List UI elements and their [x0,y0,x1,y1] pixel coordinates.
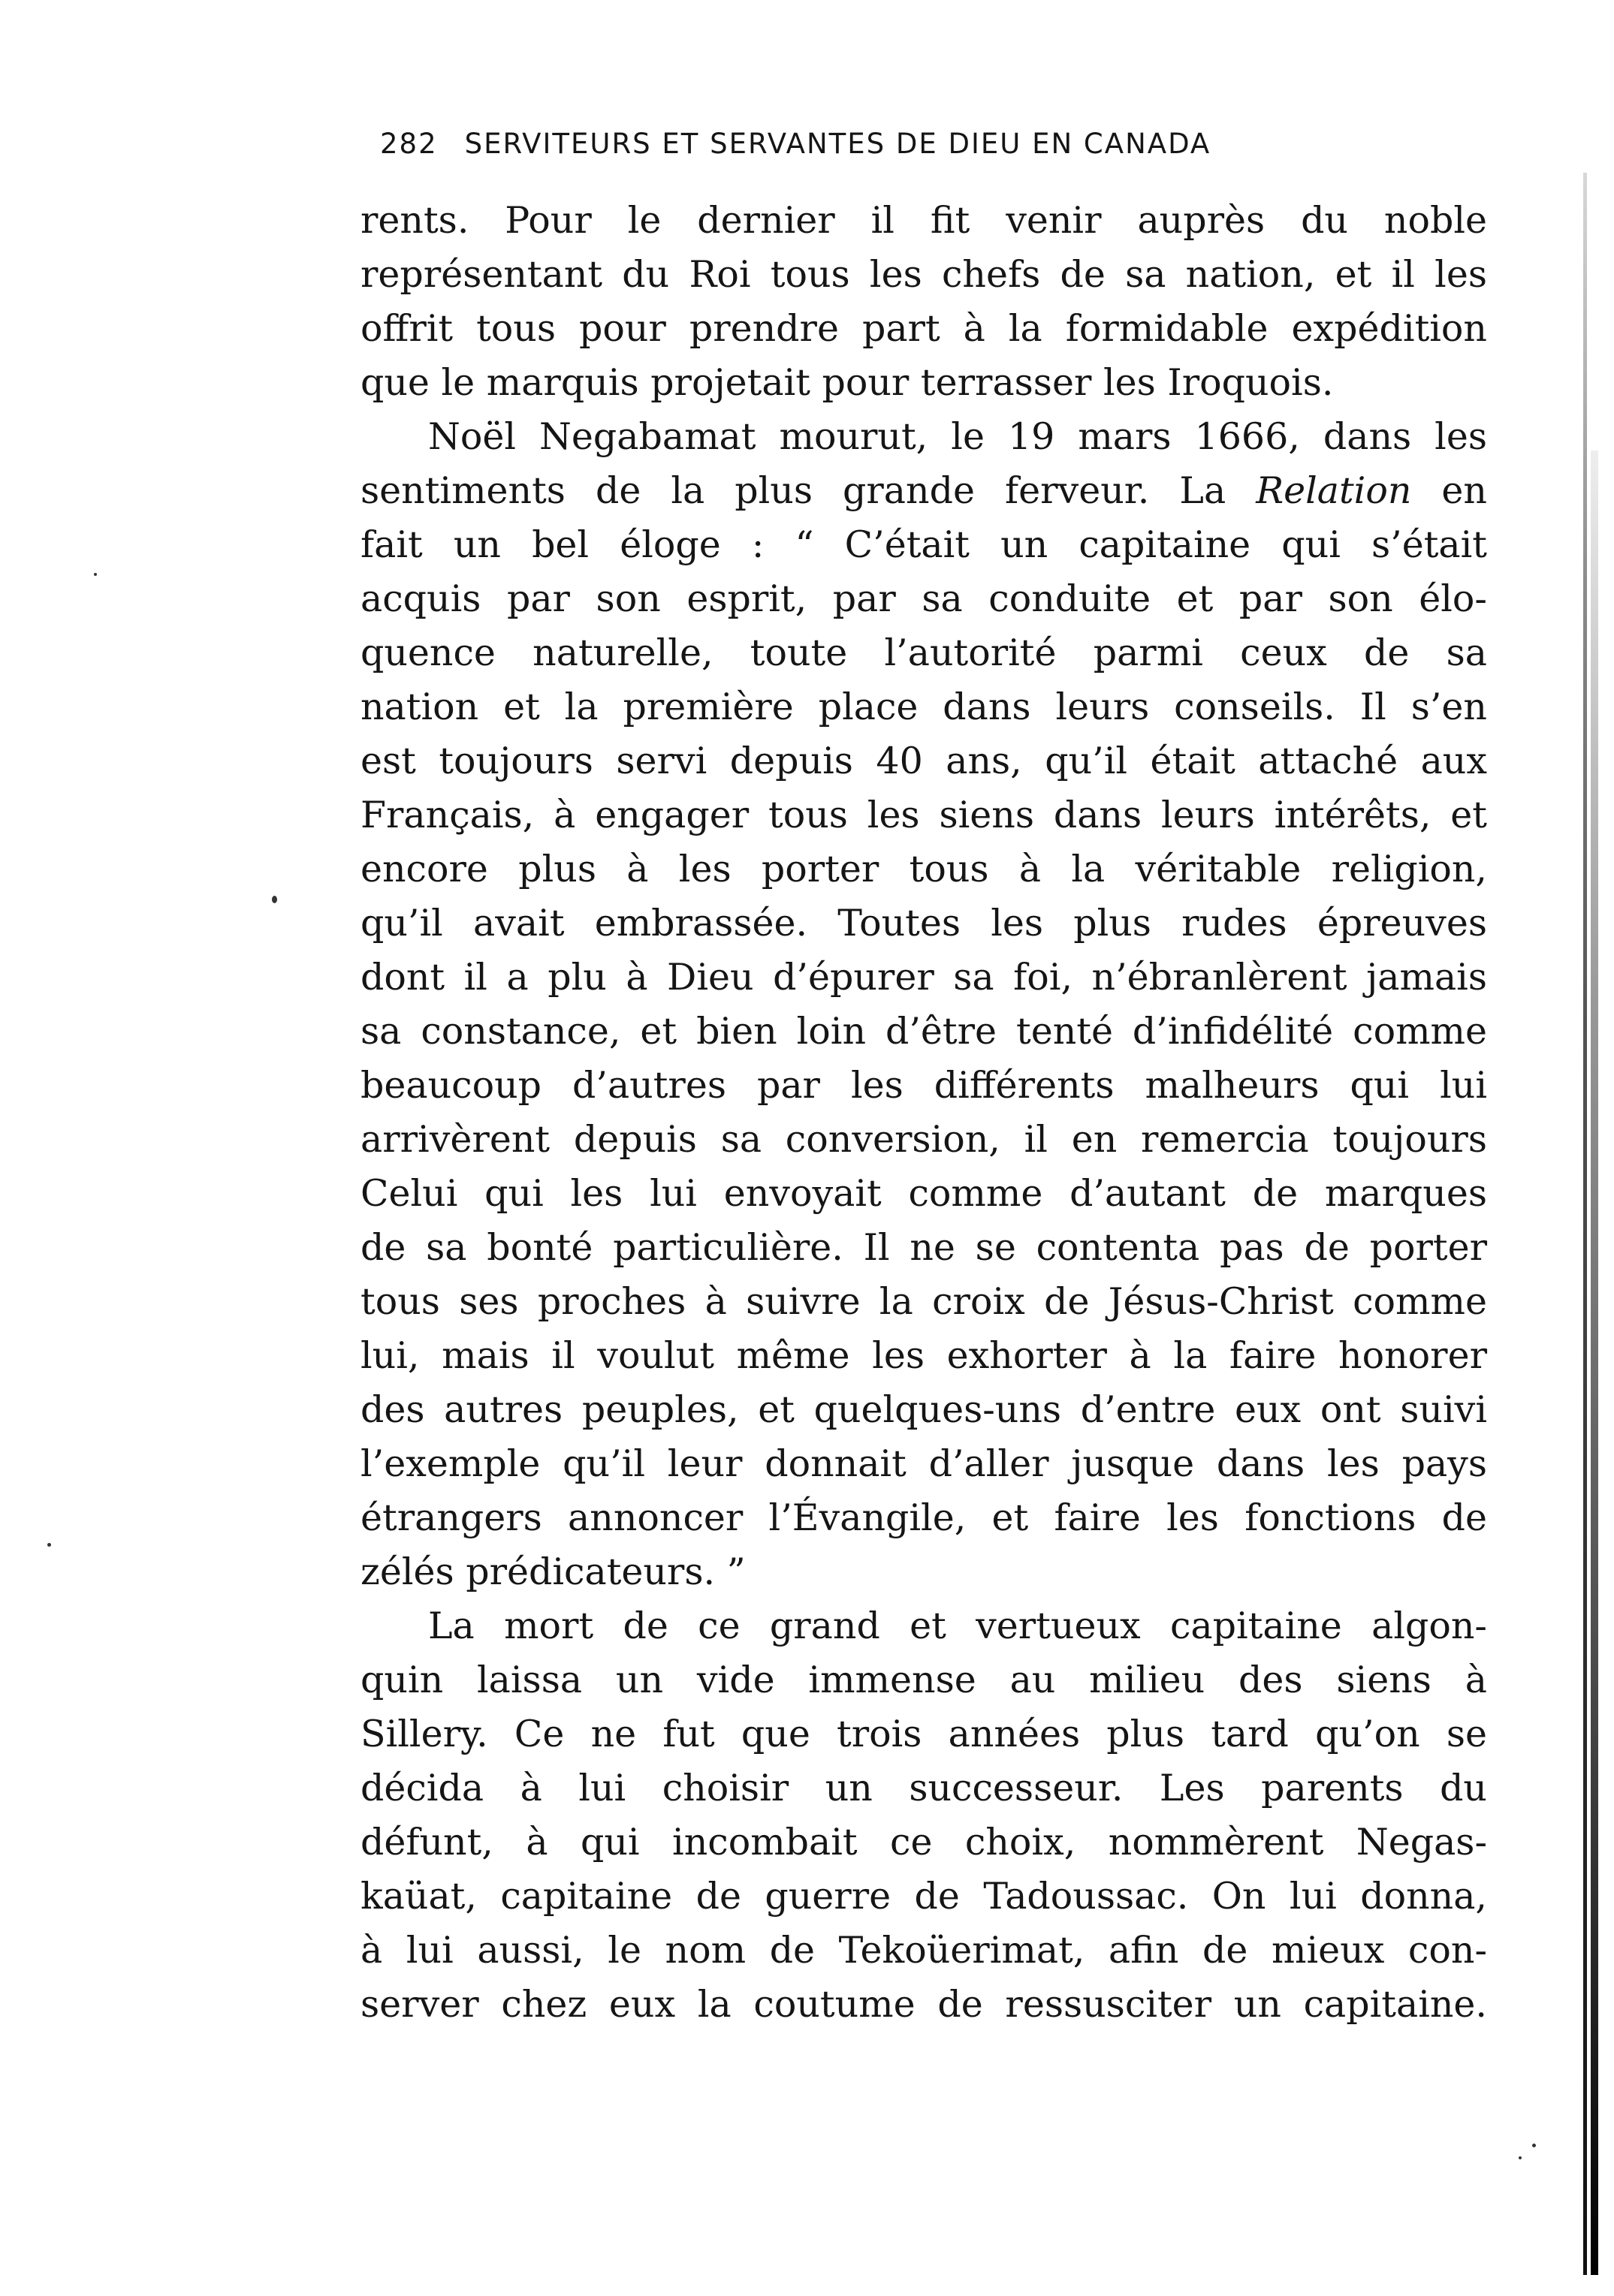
text-line: que le marquis projetait pour terrasser les Iroquois. [361,361,1334,404]
page-binding-edge [1583,173,1587,2275]
scan-speck [1532,2144,1536,2147]
text-line: défunt, à qui incombait ce choix, nommèrent Negas- [361,1821,1487,1864]
text-line: lui, mais il voulut même les exhorter à la faire honorer [361,1334,1487,1377]
text-line: Celui qui les lui envoyait comme d’autant de marques [361,1172,1487,1215]
text-line: beaucoup d’autres par les différents malheurs qui lui [361,1064,1487,1107]
text-line: décida à lui choisir un successeur. Les parents du [361,1767,1487,1809]
text-line: à lui aussi, le nom de Tekoüerimat, afin de mieux con- [361,1929,1487,1972]
text-line: quin laissa un vide immense au milieu des siens à [361,1659,1487,1701]
text-segment: sentiments de la plus grande ferveur. La [361,469,1257,512]
text-line: de sa bonté particulière. Il ne se contenta pas de porter [361,1226,1487,1269]
paragraph-1 [361,194,1487,410]
running-header [380,122,1454,167]
text-line-with-italic [361,464,1487,518]
text-line: étrangers annoncer l’Évangile, et faire les fonctions de [361,1496,1487,1539]
text-line: acquis par son esprit, par sa conduite et par son élo- [361,577,1487,620]
text-line: La mort de ce grand et vertueux capitaine algon- [428,1604,1487,1647]
page-binding-shadow [1591,450,1598,2275]
text-line: tous ses proches à suivre la croix de Jésus-Christ comme [361,1280,1487,1323]
running-title: SERVITEURS ET SERVANTES DE DIEU EN CANADA [464,128,1211,160]
text-line: Noël Negabamat mourut, le 19 mars 1666, dans les [428,415,1487,458]
text-line: dont il a plu à Dieu d’épurer sa foi, n’ébranlèrent jamais [361,956,1487,999]
text-line: Sillery. Ce ne fut que trois années plus tard qu’on se [361,1713,1487,1755]
text-line: des autres peuples, et quelques-uns d’entre eux ont suivi [361,1388,1487,1431]
scan-speck [94,573,97,576]
text-line: kaüat, capitaine de guerre de Tadoussac. On lui donna, [361,1875,1487,1918]
text-segment: en [1411,469,1487,512]
text-line: quence naturelle, toute l’autorité parmi ceux de sa [361,631,1487,674]
italic-title: Relation [1256,469,1412,512]
text-line: zélés prédicateurs. ” [361,1550,746,1593]
text-line: encore plus à les porter tous à la véritable religion, [361,848,1487,890]
text-line: arrivèrent depuis sa conversion, il en remercia toujours [361,1118,1487,1161]
text-line: nation et la première place dans leurs conseils. Il s’en [361,685,1487,728]
text-line: l’exemple qu’il leur donnait d’aller jusque dans les pays [361,1442,1487,1485]
body-text [361,194,1487,2032]
scan-speck [1519,2156,1522,2159]
paragraph-2 [361,410,1487,1599]
text-line: sa constance, et bien loin d’être tenté d’infidélité comme [361,1010,1487,1053]
page-number: 282 [380,128,438,160]
text-line: rents. Pour le dernier il fit venir auprès du noble [361,199,1487,242]
text-line: server chez eux la coutume de ressusciter un capitaine. [361,1983,1487,2026]
text-line: représentant du Roi tous les chefs de sa nation, et il les [361,253,1487,296]
paragraph-3 [361,1599,1487,2032]
text-line: fait un bel éloge : “ C’était un capitaine qui s’était [361,523,1487,566]
text-line: est toujours servi depuis 40 ans, qu’il était attaché aux [361,740,1487,782]
scan-speck [272,896,277,903]
text-line: offrit tous pour prendre part à la formidable expédition [361,307,1487,350]
text-line: qu’il avait embrassée. Toutes les plus rudes épreuves [361,902,1487,945]
text-line: Français, à engager tous les siens dans leurs intérêts, et [361,794,1487,836]
scan-speck [47,1543,51,1547]
